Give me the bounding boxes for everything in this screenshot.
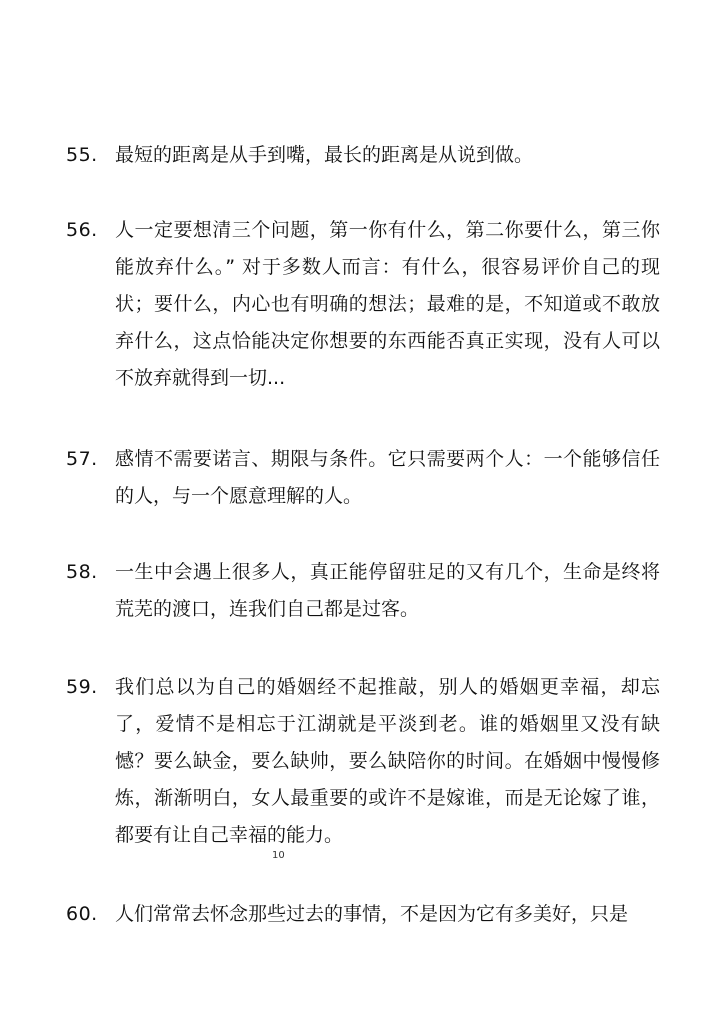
item-number: 60. — [66, 903, 98, 925]
item-number: 58. — [66, 561, 98, 583]
item-text: 我们总以为自己的婚姻经不起推敲，别人的婚姻更幸福，却忘了，爱情不是相忘于江湖就是平淡到老。谁的婚姻里又没有缺憾？要么缺金，要么缺帅，要么缺陪你的时间。在婚姻中慢慢修炼，渐渐明白，女人最重要的或许不是嫁谁，而是无论嫁了谁，都要有让自己幸福的能力。 — [115, 676, 660, 846]
item-number: 59. — [66, 676, 98, 698]
item-text: 一生中会遇上很多人，真正能停留驻足的又有几个，生命是终将荒芜的渡口，连我们自己都是过客。 — [115, 561, 660, 620]
item-text: 最短的距离是从手到嘴，最长的距离是从说到做。 — [115, 144, 534, 166]
item-text: 感情不需要诺言、期限与条件。它只需要两个人：一个能够信任的人，与一个愿意理解的人。 — [115, 448, 660, 507]
page-number: 10 — [272, 850, 285, 861]
item-number: 55. — [66, 144, 98, 166]
item-number: 56. — [66, 219, 98, 241]
item-text: 人一定要想清三个问题，第一你有什么，第二你要什么，第三你能放弃什么。” 对于多数人而言：有什么，很容易评价自己的现状；要什么，内心也有明确的想法；最难的是，不知道或不敢放弃什么，这点恰能决定你想要的东西能否真正实现，没有人可以不放弃就得到一切... — [115, 219, 660, 389]
item-number: 57. — [66, 448, 98, 470]
item-text: 人们常常去怀念那些过去的事情，不是因为它有多美好，只是 — [115, 903, 629, 925]
